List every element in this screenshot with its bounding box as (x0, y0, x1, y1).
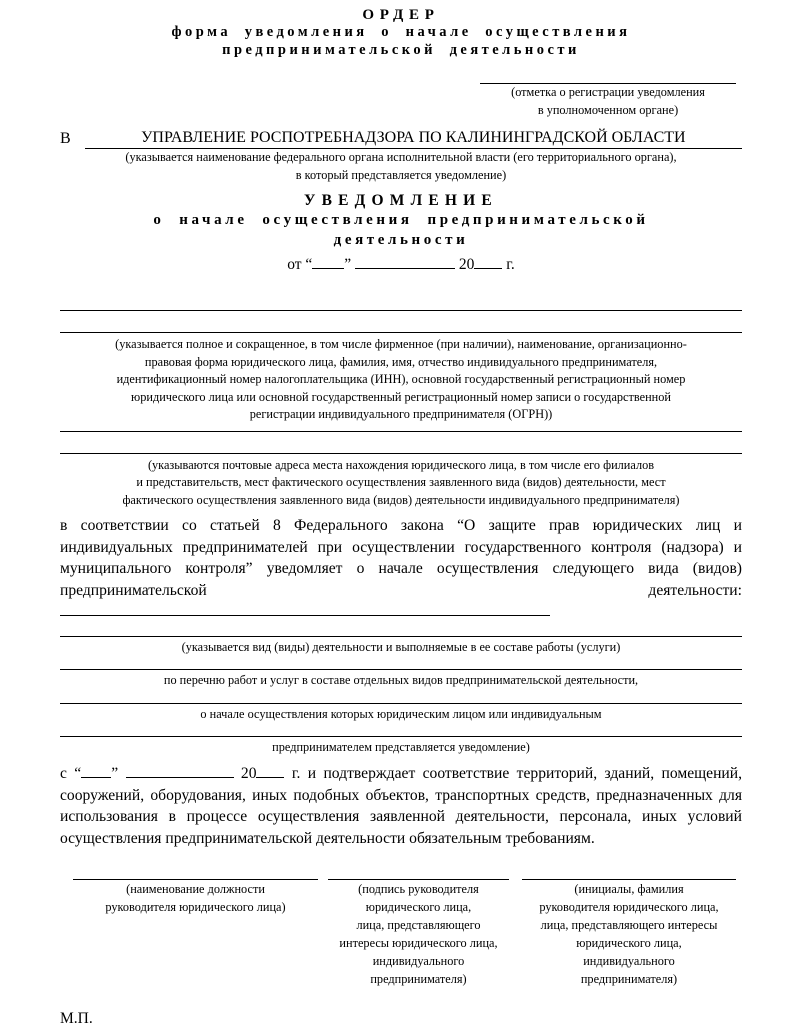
notification-title: УВЕДОМЛЕНИЕ (304, 192, 498, 209)
confirmation-year: 20 (240, 764, 257, 782)
signature-column-signature (328, 879, 509, 988)
confirmation-month-blank (126, 764, 234, 778)
confirmation-year-blank (256, 764, 284, 778)
addressee-value: УПРАВЛЕНИЕ РОСПОТРЕБНАДЗОРА ПО КАЛИНИНГРАДСКОЙ ОБЛАСТИ (141, 129, 686, 146)
activity-caption-line: (указывается вид (виды) деятельности и выполняемые в ее составе работы (услуги) (181, 639, 621, 654)
activity-unit (60, 736, 742, 757)
activity-caption-line: о начале осуществления которых юридическим лицом или индивидуальным (200, 706, 602, 721)
applicant-fill-line2 (60, 332, 742, 333)
activity-fill-line (60, 669, 742, 670)
signature-caption-line: индивидуального (583, 954, 675, 969)
activity-unit (60, 636, 742, 657)
signature-caption-line: юридического лица, (576, 936, 682, 951)
registration-mark-caption-line2: в уполномоченном органе) (537, 102, 679, 117)
statement-text: в соответствии со статьей 8 Федерального закона “О защите прав юридических лиц и индивидуальных предпринимателей при осуществлении государственного контроля (надзора) и муниципального контроля” уведомляет о начале осуществления следующего вида (видов) предпринимательской деятельности: (60, 517, 742, 599)
activity-type-blank (60, 602, 550, 616)
addressee-prefix: В (60, 130, 71, 147)
activity-caption-line: по перечню работ и услуг в составе отдельных видов предпринимательской деятельности, (163, 673, 639, 688)
doc-subtitle-line1: форма уведомления о начале осуществления (171, 24, 631, 40)
signature-caption-line: руководителя юридического лица, (539, 900, 719, 915)
signature-caption-line: (инициалы, фамилия (574, 882, 684, 897)
applicant-caption (60, 336, 742, 424)
address-caption-line: фактического осуществления заявленного вида (видов) деятельности индивидуального предпринимателя) (122, 492, 680, 507)
registration-mark (480, 83, 736, 119)
signature-caption-line: (наименование должности (126, 882, 265, 897)
notification-date-line (60, 254, 742, 276)
applicant-caption-line: (указывается полное и сокращенное, в том числе фирменное (при наличии), наименование, организационно- (115, 337, 687, 351)
signature-column-position (73, 879, 318, 988)
applicant-caption-line: регистрации индивидуального предпринимателя (ОГРН)) (249, 407, 553, 421)
notification-subtitle-line2: деятельности (333, 231, 469, 248)
address-caption (60, 457, 742, 510)
activity-fill-line (60, 736, 742, 737)
addressee-row (60, 128, 742, 149)
doc-title: ОРДЕР (362, 7, 440, 23)
applicant-caption-line: юридического лица или основной государственный регистрационный номер записи о государственной (131, 389, 671, 404)
date-month-blank (355, 255, 455, 269)
confirmation-text: г. и подтверждает соответствие территорий, зданий, помещений, сооружений, оборудования, иных подобных объектов, транспортных средств, предназначенных для использования в процессе осуществления заявленной деятельности, персонала, иных условий осуществления предпринимательской деятельности обязательным требованиям. (60, 764, 743, 847)
date-prefix: от “ (287, 256, 313, 273)
applicant-caption-line: идентификационный номер налогоплательщика (ИНН), основной государственный регистрационный номер (116, 372, 686, 386)
address-fill-line1 (60, 431, 742, 432)
addressee-underline-field (85, 128, 742, 149)
address-caption-line: и представительств, мест фактического осуществления заявленного вида (видов) деятельности, мест (136, 475, 666, 489)
activity-fill-line (60, 636, 742, 637)
signature-caption-line: (подпись руководителя (358, 882, 479, 897)
date-suffix: г. (506, 256, 515, 273)
signature-caption-line: предпринимателя) (580, 972, 678, 987)
registration-mark-caption-line1: (отметка о регистрации уведомления (511, 85, 705, 99)
address-caption-line: (указываются почтовые адреса места нахождения юридического лица, в том числе его филиалов (147, 457, 655, 472)
addressee-caption-line1: (указывается наименование федерального органа исполнительной власти (его территориального органа), (125, 150, 677, 164)
signature-caption-line: лица, представляющего (356, 918, 481, 933)
stamp-label: М.П. (60, 1010, 93, 1028)
activity-unit (60, 703, 742, 724)
notification-subtitle-line1: о начале осуществления предпринимательской (153, 212, 649, 228)
signature-caption-line: интересы юридического лица, (339, 936, 498, 951)
address-fill-line2 (60, 453, 742, 454)
addressee-caption-line2: в который представляется уведомление) (295, 167, 507, 182)
applicant-fill-line1 (60, 310, 742, 311)
activity-fill-line (60, 703, 742, 704)
signature-block (73, 879, 742, 988)
confirmation-paragraph (60, 763, 742, 849)
activity-unit (60, 669, 742, 690)
doc-subtitle-line2: предпринимательской деятельности (222, 41, 580, 58)
statement-paragraph (60, 515, 742, 623)
signature-caption-line: предпринимателя) (370, 972, 467, 987)
date-day-blank (312, 255, 344, 269)
signature-caption-line: руководителя юридического лица) (105, 900, 286, 915)
signature-caption-line: юридического лица, (365, 900, 472, 915)
confirmation-quote-close: ” (111, 764, 119, 782)
signature-column-name (522, 879, 736, 988)
date-year: 20 (458, 256, 475, 273)
date-year-blank (474, 255, 502, 269)
signature-caption-line: индивидуального (372, 954, 465, 969)
applicant-caption-line: правовая форма юридического лица, фамилия, имя, отчество индивидуального предпринимателя, (144, 354, 658, 369)
confirmation-day-blank (81, 764, 111, 778)
date-quote-close: ” (344, 256, 352, 273)
confirmation-prefix: с “ (60, 764, 82, 782)
signature-caption-line: лица, представляющего интересы (540, 918, 718, 933)
activity-caption-line: предпринимателем представляется уведомление) (272, 740, 530, 755)
